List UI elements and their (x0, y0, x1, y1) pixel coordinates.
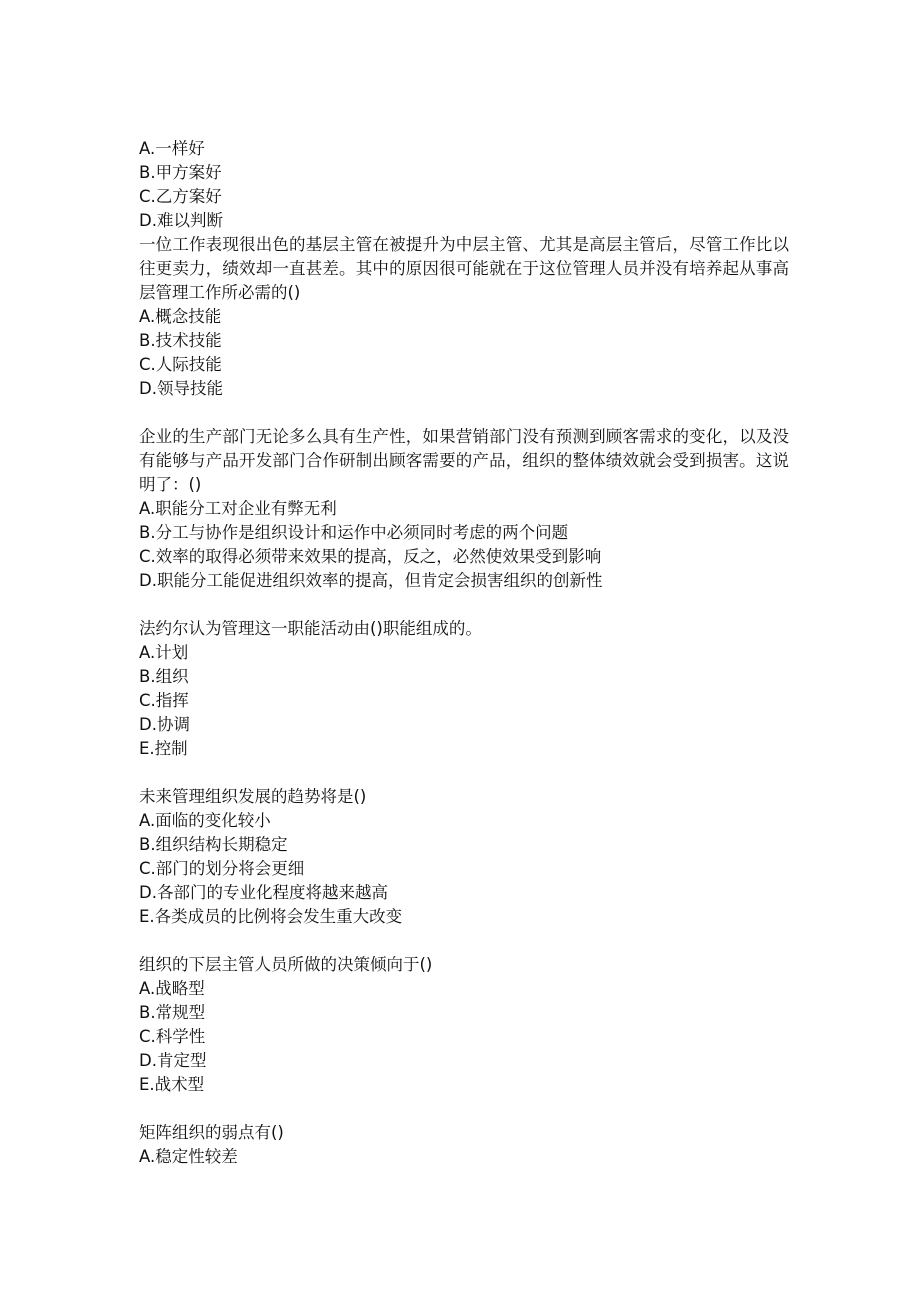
question-text: 企业的生产部门无论多么具有生产性，如果营销部门没有预测到顾客需求的变化，以及没有能够与产品开发部门合作研制出顾客需要的产品，组织的整体绩效就会受到损害。这说明了：() (139, 427, 789, 494)
answer-option: B.组织 (139, 667, 189, 686)
question-block (139, 1121, 789, 1169)
answer-option: A.职能分工对企业有弊无利 (139, 499, 337, 518)
answer-option: D.肯定型 (139, 1051, 207, 1070)
answer-option: A.概念技能 (139, 307, 222, 326)
document-page (139, 137, 789, 1169)
question-block (139, 233, 789, 401)
question-block (139, 425, 789, 593)
answer-option: A.战略型 (139, 979, 205, 998)
question-text: 组织的下层主管人员所做的决策倾向于() (139, 955, 433, 974)
answer-option: D.各部门的专业化程度将越来越高 (139, 883, 388, 902)
question-text: 法约尔认为管理这一职能活动由()职能组成的。 (139, 619, 482, 638)
answer-option: A.计划 (139, 643, 189, 662)
answer-option: C.乙方案好 (139, 187, 222, 206)
answer-option: C.人际技能 (139, 355, 222, 374)
question-text: 未来管理组织发展的趋势将是() (139, 787, 367, 806)
question-text: 矩阵组织的弱点有() (139, 1123, 284, 1142)
answer-option: D.难以判断 (139, 211, 223, 230)
question-text: 一位工作表现很出色的基层主管在被提升为中层主管、尤其是高层主管后，尽管工作比以往更卖力，绩效却一直甚差。其中的原因很可能就在于这位管理人员并没有培养起从事高层管理工作所必需的() (139, 235, 789, 302)
answer-option: E.战术型 (139, 1075, 205, 1094)
answer-option: D.协调 (139, 715, 190, 734)
answer-option: B.分工与协作是组织设计和运作中必须同时考虑的两个问题 (139, 523, 569, 542)
answer-option: A.稳定性较差 (139, 1147, 238, 1166)
answer-option: C.部门的划分将会更细 (139, 859, 305, 878)
question-block (139, 617, 789, 761)
answer-option: B.技术技能 (139, 331, 222, 350)
answer-option: D.领导技能 (139, 379, 223, 398)
answer-option: B.甲方案好 (139, 163, 222, 182)
question-block (139, 953, 789, 1097)
question-block (139, 785, 789, 929)
answer-option: D.职能分工能促进组织效率的提高，但肯定会损害组织的创新性 (139, 571, 603, 590)
answer-option: A.一样好 (139, 139, 205, 158)
answer-option: E.控制 (139, 739, 188, 758)
answer-option: A.面临的变化较小 (139, 811, 271, 830)
answer-option: B.常规型 (139, 1003, 206, 1022)
answer-option: C.指挥 (139, 691, 189, 710)
answer-option: C.科学性 (139, 1027, 206, 1046)
answer-option: E.各类成员的比例将会发生重大改变 (139, 907, 403, 926)
question-block (139, 137, 789, 233)
answer-option: B.组织结构长期稳定 (139, 835, 288, 854)
answer-option: C.效率的取得必须带来效果的提高，反之，必然使效果受到影响 (139, 547, 602, 566)
